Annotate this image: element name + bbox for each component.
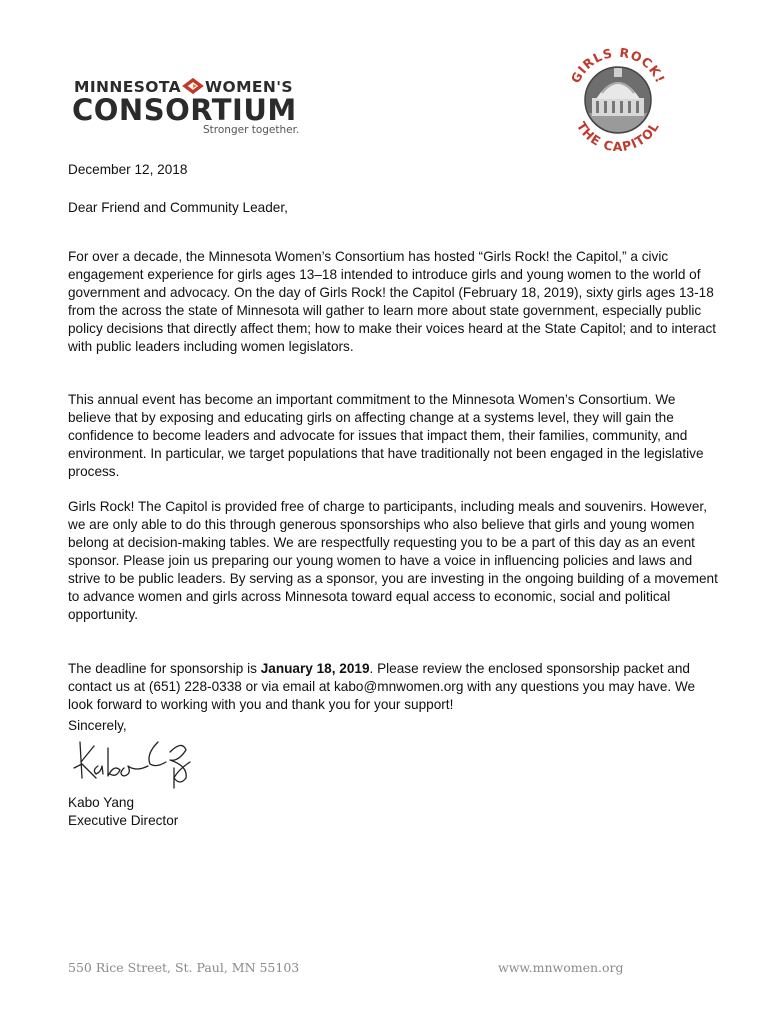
footer-address: 550 Rice Street, St. Paul, MN 55103 [68, 960, 300, 975]
girls-rock-badge [562, 43, 674, 157]
letter-date: December 12, 2018 [68, 162, 188, 177]
logo-tagline: Stronger together. [203, 124, 300, 136]
paragraph-sponsorship: Girls Rock! The Capitol is provided free of charge to participants, including meals and souvenirs. However, we are only able to do this through generous sponsorships who also believe that girls and young women belong at decision-making tables. We are respectfully requesting you to be a part of this day as an event sponsor. Please join us preparing our young women to have a voice in influencing policies and laws and strive to be public leaders. By serving as a sponsor, you are investing in the ongoing building of a movement to advance women and girls across Minnesota toward equal access to economic, social and political opportunity. [68, 498, 718, 622]
logo-word-womens: WOMEN'S [205, 78, 293, 96]
signer-name: Kabo Yang [68, 795, 135, 810]
letter-salutation: Dear Friend and Community Leader, [68, 200, 288, 215]
deadline-date: January 18, 2019 [260, 660, 370, 676]
signer-title: Executive Director [68, 813, 179, 828]
deadline-rest: . Please review the enclosed sponsorship packet and contact us at (651) 228-0338 or via email at kabo@mnwomen.org with any questions you may have. We look forward to working with you and thank you for your support! [68, 660, 696, 712]
logo-consortium: CONSORTIUM [72, 93, 297, 127]
paragraph-commitment: This annual event has become an important commitment to the Minnesota Women’s Consortium. We believe that by exposing and educating girls on affecting change at a systems level, they will gain the confidence to become leaders and advocate for issues that impact them, their families, community, and environment. In particular, we target populations that have traditionally not been engaged in the legislative process. [68, 391, 704, 479]
letter-closing: Sincerely, [68, 718, 127, 733]
handwritten-signature [70, 734, 206, 790]
deadline-lead: The deadline for sponsorship is [68, 660, 261, 676]
logo-word-minnesota: MINNESOTA [74, 78, 182, 96]
signer-block [68, 794, 718, 830]
consortium-logo [70, 76, 320, 138]
logo-mark-icon [182, 78, 204, 94]
paragraph-deadline [68, 660, 718, 714]
badge-bottom-text: THE CAPITOL [573, 118, 663, 155]
footer-website[interactable]: www.mnwomen.org [498, 960, 624, 975]
badge-top-text: GIRLS ROCK! [567, 44, 669, 86]
paragraph-intro: For over a decade, the Minnesota Women’s Consortium has hosted “Girls Rock! the Capitol,” a civic engagement experience for girls ages 13–18 intended to introduce girls and young women to the world of government and advocacy. On the day of Girls Rock! the Capitol (February 18, 2019), sixty girls ages 13-18 from the across the state of Minnesota will gather to learn more about state government, especially public policy decisions that directly affect them; how to make their voices heard at the State Capitol; and to interact with public leaders including women legislators. [68, 248, 717, 354]
